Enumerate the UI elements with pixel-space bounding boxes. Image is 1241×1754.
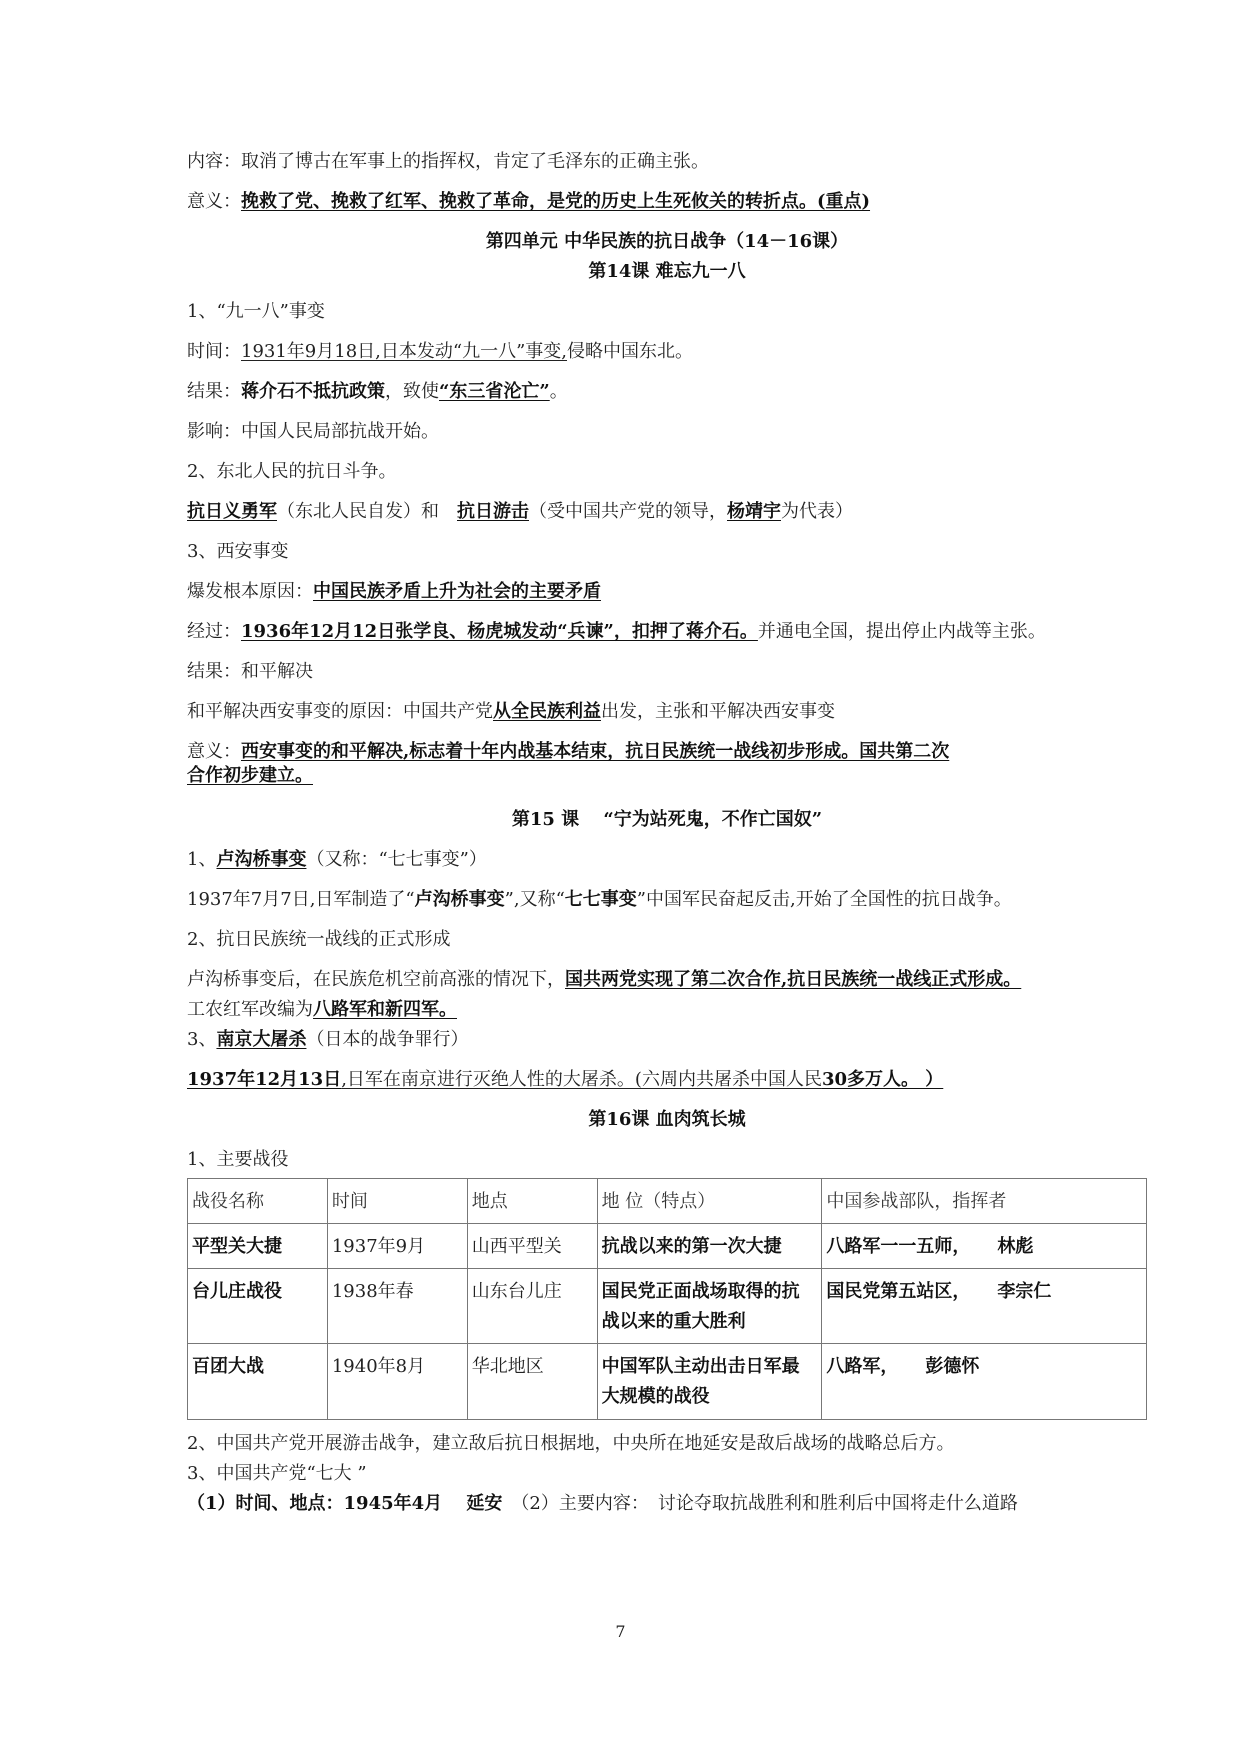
l15-p1-a: 1937年7月7日,日军制造了“: [187, 889, 415, 910]
process-rest: 并通电全国，提出停止内战等主张。: [757, 621, 1046, 642]
s2-e: 杨靖宇: [727, 501, 781, 522]
s2-b: （东北人民自发）和: [277, 501, 457, 522]
content-text: 取消了博古在军事上的指挥权，肯定了毛泽东的正确主张。: [241, 151, 709, 172]
table-cell: 中国军队主动出击日军最大规模的战役: [597, 1344, 822, 1420]
table-header-cell: 时间: [327, 1179, 467, 1224]
l15-p1-e: ”中国军民奋起反击,开始了全国性的抗日战争。: [636, 889, 1012, 910]
l14-outcome-line: 结果：和平解决: [187, 661, 313, 682]
l15-s3-a: 3、: [187, 1029, 217, 1050]
reason-a: 和平解决西安事变的原因：中国共产党: [187, 701, 493, 722]
l15-s1-a: 1、: [187, 849, 217, 870]
l15-s3-b: （日本的战争罪行）: [306, 1029, 469, 1050]
l15-p2-a: 卢沟桥事变后，在民族危机空前高涨的情况下，: [187, 969, 565, 990]
table-row: [188, 1344, 1147, 1420]
cause-underlined: 中国民族矛盾上升为社会的主要矛盾: [313, 581, 601, 602]
content-label: 内容：: [187, 151, 241, 172]
l14-result-line: [187, 380, 1147, 404]
table-header-row: [188, 1179, 1147, 1224]
l14-section2-title: 2、东北人民的抗日斗争。: [187, 461, 397, 482]
table-cell: 国民党正面战场取得的抗战以来的重大胜利: [597, 1269, 822, 1344]
meaning-line: [187, 190, 1147, 214]
l14-meaning-underlined: 西安事变的和平解决,标志着十年内战基本结束，抗日民族统一战线初步形成。国共第二次合作初步建立。: [187, 741, 950, 786]
result-mid: ，致使: [385, 381, 439, 402]
table-cell: 百团大战: [188, 1344, 328, 1420]
table-cell: 1940年8月: [327, 1344, 467, 1420]
l16-section2: 2、中国共产党开展游击战争，建立敌后抗日根据地，中央所在地延安是敌后战场的战略总后方。: [187, 1433, 955, 1454]
table-cell: 平型关大捷: [188, 1224, 328, 1269]
l14-section3-title: 3、西安事变: [187, 541, 289, 562]
lesson14-title: 第14课 难忘九一八: [588, 261, 746, 282]
process-label: 经过：: [187, 621, 241, 642]
l15-para3: [187, 998, 1147, 1022]
l15-p4-b: ,日军在南京进行灭绝人性的大屠杀。(六周内共屠杀中国人民: [341, 1069, 822, 1090]
time-label: 时间：: [187, 341, 241, 362]
lesson16-title: 第16课 血肉筑长城: [588, 1109, 746, 1130]
l15-para1: [187, 888, 1147, 912]
l15-section1-title: [187, 848, 1147, 872]
table-cell: 1937年9月: [327, 1224, 467, 1269]
cause-label: 爆发根本原因：: [187, 581, 313, 602]
l14-cause-line: [187, 580, 1147, 604]
l14-impact-line: 影响：中国人民局部抗战开始。: [187, 421, 439, 442]
l16-section1-title: 1、主要战役: [187, 1149, 289, 1170]
table-cell: 八路军， 彭德怀: [822, 1344, 1147, 1420]
s2-d: （受中国共产党的领导，: [529, 501, 727, 522]
s2-a: 抗日义勇军: [187, 501, 277, 522]
l15-para2: [187, 968, 1147, 992]
time-underlined: 1931年9月18日,日本发动“九一八”事变,: [241, 341, 568, 362]
l15-p4-c: 30多万人。 ）: [821, 1069, 944, 1090]
reason-underlined: 从全民族利益: [493, 701, 601, 722]
l15-p3-underlined: 八路军和新四军。: [313, 999, 457, 1020]
s2-f: 为代表）: [781, 501, 853, 522]
table-row: [188, 1269, 1147, 1344]
l15-para4: [187, 1068, 1147, 1092]
document-page: [187, 150, 1147, 1532]
table-cell: 山西平型关: [467, 1224, 597, 1269]
table-cell: 国民党第五站区， 李宗仁: [822, 1269, 1147, 1344]
l16-p1-a: （1）时间、地点：1945年4月 延安: [187, 1493, 503, 1514]
table-cell: 八路军一一五师， 林彪: [822, 1224, 1147, 1269]
l14-time-line: [187, 340, 1147, 364]
l15-p4-a: 1937年12月13日: [187, 1069, 342, 1090]
time-rest: 侵略中国东北。: [567, 341, 694, 362]
l16-para1: [187, 1492, 1147, 1516]
l15-s3-underlined: 南京大屠杀: [216, 1029, 307, 1050]
unit-title: 第四单元 中华民族的抗日战争（14－16课）: [485, 231, 849, 252]
l15-s1-underlined: 卢沟桥事变: [216, 849, 307, 870]
table-header-cell: 地点: [467, 1179, 597, 1224]
lesson15-title: 第15 课 “宁为站死鬼，不作亡国奴”: [511, 809, 823, 830]
l15-p1-c: ”,又称“: [504, 889, 565, 910]
table-header-cell: 战役名称: [188, 1179, 328, 1224]
l15-p3-a: 工农红军改编为: [187, 999, 313, 1020]
l15-section3-title: [187, 1028, 1147, 1052]
meaning-text: 挽救了党、挽救了红军、挽救了革命，是党的历史上生死攸关的转折点。(重点): [241, 191, 871, 212]
s2-c: 抗日游击: [457, 501, 529, 522]
l14-meaning-label: 意义：: [187, 741, 241, 762]
l14-process-line: [187, 620, 1147, 644]
process-underlined: 1936年12月12日张学良、杨虎城发动“兵谏”，扣押了蒋介石。: [241, 621, 758, 642]
table-row: [188, 1224, 1147, 1269]
l15-p2-underlined: 国共两党实现了第二次合作,抗日民族统一战线正式形成。: [565, 969, 1022, 990]
l15-p1-d: 七七事变: [564, 889, 637, 910]
l16-section3: 3、中国共产党“七大 ”: [187, 1463, 367, 1484]
table-header-cell: 中国参战部队，指挥者: [822, 1179, 1147, 1224]
result-label: 结果：: [187, 381, 241, 402]
l14-section2-line: [187, 500, 1147, 524]
l14-section1-title: 1、“九一八”事变: [187, 301, 325, 322]
l15-p1-b: 卢沟桥事变: [414, 889, 505, 910]
table-cell: 华北地区: [467, 1344, 597, 1420]
content-line: [187, 150, 1147, 174]
battle-table: [187, 1178, 1147, 1420]
table-cell: 台儿庄战役: [188, 1269, 328, 1344]
page-number: 7: [615, 1622, 626, 1641]
table-cell: 抗战以来的第一次大捷: [597, 1224, 822, 1269]
l16-p1-b: （2）主要内容： 讨论夺取抗战胜利和胜利后中国将走什么道路: [502, 1493, 1018, 1514]
l15-s1-b: （又称：“七七事变”）: [306, 849, 487, 870]
meaning-label: 意义：: [187, 191, 241, 212]
reason-b: 出发，主张和平解决西安事变: [601, 701, 835, 722]
table-header-cell: 地 位（特点）: [597, 1179, 822, 1224]
l14-meaning-line: [187, 740, 957, 788]
result-bold: 蒋介石不抵抗政策: [241, 381, 385, 402]
table-cell: 1938年春: [327, 1269, 467, 1344]
l14-reason-line: [187, 700, 1147, 724]
result-end: 。: [549, 381, 568, 402]
result-underlined: “东三省沦亡”: [439, 381, 550, 402]
table-cell: 山东台儿庄: [467, 1269, 597, 1344]
l15-section2-title: 2、抗日民族统一战线的正式形成: [187, 929, 451, 950]
